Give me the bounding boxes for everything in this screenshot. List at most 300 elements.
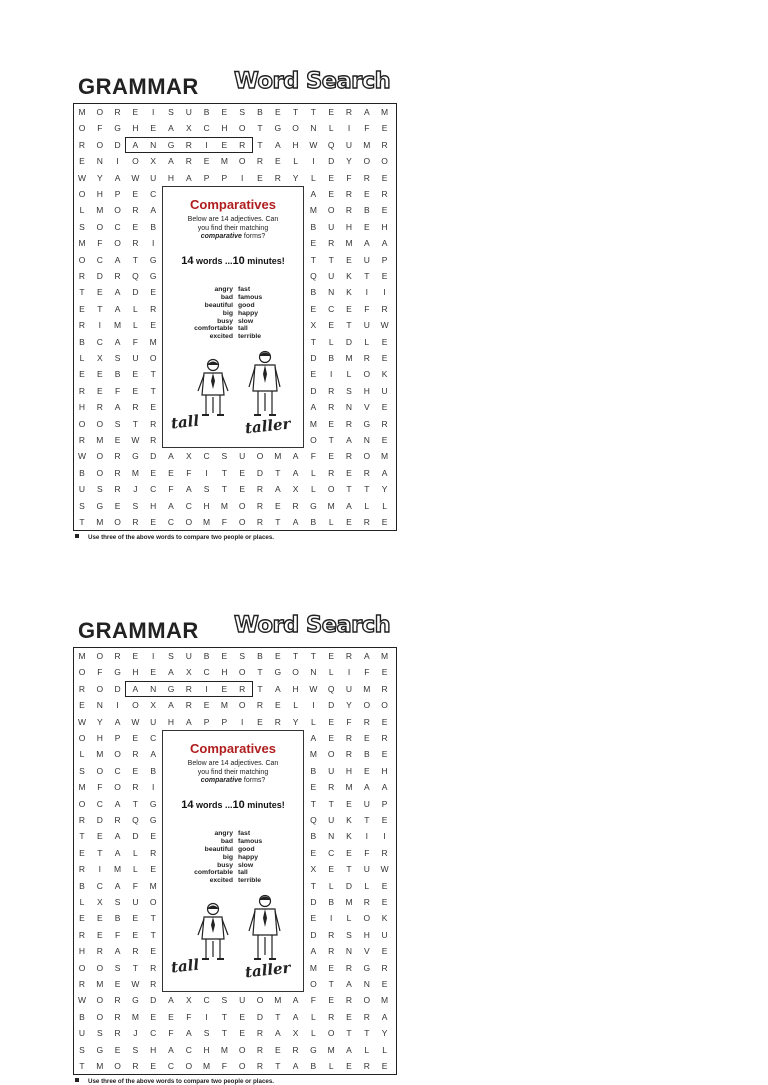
grid-letter: R — [78, 815, 86, 825]
grid-letter: R — [114, 651, 121, 661]
grid-letter: E — [79, 847, 85, 858]
adjective-row — [163, 310, 303, 318]
grid-letter: M — [78, 107, 86, 117]
grid-letter: I — [205, 1011, 208, 1022]
grid-letter: R — [78, 979, 86, 989]
grid-letter: A — [114, 831, 121, 842]
grid-letter: O — [96, 467, 104, 478]
grid-letter: I — [98, 320, 101, 331]
grid-letter: E — [221, 139, 228, 150]
panel-intro: Below are 14 adjectives. Can you find their matching comparative forms? — [187, 760, 279, 784]
grid-letter: E — [363, 189, 370, 199]
grid-letter: H — [167, 172, 175, 183]
grid-letter: C — [203, 451, 210, 462]
tall-man-figure — [247, 893, 281, 965]
grid-letter: T — [346, 1028, 352, 1039]
grid-letter: K — [381, 913, 388, 924]
grid-letter: O — [292, 123, 299, 134]
adjective-left: comfortable — [194, 869, 233, 877]
grid-letter: A — [150, 205, 157, 216]
grid-letter: B — [328, 897, 335, 907]
grid-letter: W — [380, 320, 389, 331]
worksheet — [73, 68, 397, 541]
grid-letter: L — [328, 336, 334, 347]
grid-letter: R — [256, 517, 264, 527]
grid-letter: N — [150, 139, 157, 150]
title-word-search: Word Search — [234, 612, 391, 638]
grid-letter: R — [363, 897, 370, 907]
grid-letter: E — [96, 369, 103, 380]
grid-letter: R — [345, 189, 353, 199]
grid-letter: R — [328, 929, 335, 940]
adjective-right: happy — [238, 853, 259, 861]
grid-letter: S — [239, 651, 246, 661]
grid-letter: O — [96, 451, 104, 462]
grid-letter: F — [346, 172, 352, 183]
grid-letter: A — [168, 700, 174, 711]
grid-letter: H — [150, 1044, 157, 1055]
grid-letter: H — [203, 1044, 210, 1055]
grid-letter: O — [96, 221, 104, 232]
grid-letter: E — [150, 517, 157, 527]
grid-letter: H — [96, 733, 103, 743]
grid-letter: T — [150, 385, 156, 396]
grid-letter: L — [328, 667, 334, 678]
grid-letter: E — [381, 205, 388, 216]
grid-letter: M — [274, 995, 282, 1006]
grid-letter: T — [364, 815, 370, 825]
grid-letter: D — [345, 336, 353, 347]
grid-letter: U — [328, 221, 335, 232]
grid-letter: O — [96, 765, 104, 776]
grid-letter: E — [328, 189, 335, 199]
adjective-left: bad — [220, 293, 233, 301]
grid-letter: E — [274, 651, 281, 661]
title-grammar: GRAMMAR — [78, 74, 199, 99]
grid-letter: P — [203, 716, 210, 727]
grid-letter: R — [381, 303, 388, 314]
grid-letter: C — [96, 880, 103, 891]
grid-letter: C — [114, 765, 121, 776]
grid-letter: E — [132, 385, 139, 396]
grid-letter: Q — [310, 815, 317, 825]
grid-letter: U — [185, 107, 192, 117]
grid-letter: O — [96, 962, 104, 973]
grid-letter: Y — [346, 700, 352, 711]
grid-letter: I — [347, 667, 351, 678]
grid-letter: R — [96, 402, 103, 413]
grid-letter: O — [310, 435, 317, 445]
grid-letter: E — [114, 500, 121, 511]
time-goal: 14 words ...10 minutes! — [181, 255, 285, 267]
grid-letter: T — [257, 123, 263, 134]
title-word-search: Word Search — [234, 68, 391, 94]
grid-letter: T — [257, 139, 263, 150]
grid-letter: G — [96, 1044, 104, 1055]
grid-letter: E — [239, 1011, 246, 1022]
grid-letter: L — [364, 1044, 370, 1055]
grid-letter: E — [96, 831, 103, 842]
grid-letter: R — [328, 467, 335, 478]
grid-letter: R — [328, 238, 335, 249]
grid-letter: I — [330, 369, 333, 380]
grid-letter: R — [345, 107, 353, 117]
grid-letter: R — [381, 189, 388, 199]
grid-letter: I — [365, 831, 368, 842]
grid-letter: X — [96, 353, 103, 363]
grid-letter: O — [78, 254, 86, 265]
grid-letter: S — [221, 995, 228, 1006]
grid-letter: R — [239, 683, 246, 694]
grid-letter: R — [78, 683, 86, 694]
grid-letter: F — [221, 1061, 227, 1071]
grid-letter: T — [346, 864, 352, 875]
grid-letter: C — [96, 798, 103, 809]
worksheet-copy — [73, 612, 397, 1085]
grid-letter: X — [185, 451, 192, 462]
grid-letter: O — [78, 798, 86, 809]
grid-letter: C — [328, 847, 335, 858]
grid-letter: Q — [310, 271, 317, 281]
grid-letter: A — [132, 139, 139, 150]
grid-letter: U — [363, 320, 370, 331]
grid-letter: S — [346, 385, 352, 396]
grid-letter: A — [114, 287, 121, 298]
grid-letter: R — [256, 700, 264, 711]
grid-letter: D — [310, 897, 317, 907]
grid-letter: H — [221, 123, 228, 134]
grid-letter: L — [382, 1044, 387, 1055]
grid-letter: I — [152, 107, 155, 117]
adjective-row — [163, 854, 303, 862]
grid-letter: Y — [96, 716, 103, 727]
grid-letter: E — [150, 946, 157, 957]
grid-letter: E — [221, 683, 228, 694]
grid-letter: M — [345, 782, 353, 793]
adjective-row — [163, 862, 303, 870]
grid-letter: A — [114, 946, 121, 957]
grid-letter: R — [78, 139, 86, 150]
grid-letter: R — [114, 815, 121, 825]
grid-letter: A — [274, 683, 281, 694]
grid-letter: A — [363, 238, 370, 249]
grid-letter: U — [381, 385, 388, 396]
grid-letter: T — [132, 962, 138, 973]
grid-letter: H — [96, 189, 103, 199]
grid-letter: R — [114, 1028, 121, 1039]
grid-letter: B — [114, 913, 121, 924]
grid-letter: B — [257, 651, 263, 661]
grid-letter: E — [363, 733, 370, 743]
grid-letter: E — [150, 287, 157, 298]
time-goal: 14 words ...10 minutes! — [181, 799, 285, 811]
grid-letter: T — [364, 1028, 370, 1039]
grid-letter: O — [363, 369, 371, 380]
grid-letter: R — [256, 1028, 264, 1039]
bullet-square-icon — [75, 534, 79, 538]
adjective-left: busy — [217, 317, 233, 325]
grid-letter: R — [345, 733, 353, 743]
adjective-left: angry — [214, 286, 233, 293]
grid-letter: T — [79, 1061, 85, 1071]
grid-letter: F — [310, 995, 316, 1006]
grid-letter: M — [309, 962, 317, 973]
grid-letter: U — [345, 139, 353, 150]
grid-letter: X — [96, 897, 103, 907]
grid-letter: C — [203, 667, 210, 678]
grid-letter: L — [133, 320, 138, 331]
grid-letter: E — [274, 107, 281, 117]
adjective-left: big — [222, 309, 233, 317]
grid-letter: M — [381, 995, 389, 1006]
adjective-row — [163, 846, 303, 854]
grid-letter: A — [310, 733, 317, 743]
grid-letter: I — [312, 156, 315, 167]
grid-letter: E — [239, 484, 246, 495]
grid-letter: M — [96, 1061, 104, 1071]
title-bar — [73, 68, 397, 100]
grid-letter: E — [346, 1061, 352, 1071]
grid-letter: D — [96, 815, 103, 825]
grid-letter: E — [328, 107, 335, 117]
grid-letter: A — [310, 189, 317, 199]
grid-letter: R — [345, 651, 353, 661]
grid-letter: A — [168, 500, 174, 511]
grid-letter: N — [310, 667, 317, 678]
grid-letter: A — [114, 336, 121, 347]
grid-letter: F — [186, 1011, 192, 1022]
grid-letter: X — [150, 700, 157, 711]
grid-letter: R — [292, 500, 299, 511]
grid-letter: E — [381, 815, 388, 825]
grid-letter: T — [257, 667, 263, 678]
grid-letter: R — [345, 749, 353, 760]
panel-heading: Comparatives — [190, 741, 276, 756]
grid-letter: F — [364, 303, 370, 314]
grid-letter: R — [256, 500, 264, 511]
grid-letter: F — [364, 667, 370, 678]
grid-letter: M — [381, 651, 389, 661]
grid-letter: R — [185, 139, 192, 150]
grid-letter: R — [78, 271, 86, 281]
grid-letter: O — [114, 1061, 121, 1071]
grid-letter: F — [364, 123, 370, 134]
grid-letter: N — [96, 156, 103, 167]
grid-letter: F — [346, 716, 352, 727]
adjective-right: fast — [238, 830, 251, 837]
grid-letter: A — [150, 749, 157, 760]
title-grammar: GRAMMAR — [78, 618, 199, 643]
grid-letter: N — [310, 123, 317, 134]
grid-letter: F — [132, 336, 138, 347]
grid-letter: U — [328, 765, 335, 776]
grid-letter: E — [96, 929, 103, 940]
grid-letter: E — [239, 1028, 246, 1039]
grid-letter: R — [132, 1061, 139, 1071]
grid-letter: O — [114, 782, 121, 793]
grid-letter: W — [309, 139, 318, 150]
grid-letter: W — [131, 716, 140, 727]
grid-letter: R — [78, 385, 86, 396]
grid-letter: A — [346, 979, 352, 989]
grid-letter: A — [114, 402, 121, 413]
grid-letter: R — [328, 1011, 335, 1022]
grid-letter: H — [78, 402, 86, 413]
grid-letter: R — [114, 107, 121, 117]
grid-letter: M — [363, 683, 371, 694]
grid-letter: B — [79, 1011, 85, 1022]
grid-letter: A — [381, 782, 388, 793]
adjective-row — [163, 830, 303, 838]
grid-letter: M — [114, 864, 122, 875]
adjective-right: slow — [238, 861, 254, 869]
grid-letter: A — [168, 451, 174, 462]
grid-letter: R — [328, 946, 335, 957]
grid-letter: R — [363, 353, 370, 363]
grid-letter: R — [185, 683, 192, 694]
grid-letter: T — [310, 798, 316, 809]
grid-letter: M — [96, 517, 104, 527]
grid-letter: C — [150, 1028, 157, 1039]
grid-letter: K — [346, 271, 352, 281]
adjective-right: famous — [238, 837, 263, 845]
grid-letter: E — [132, 929, 139, 940]
grid-letter: M — [78, 782, 86, 793]
grid-letter: R — [256, 1061, 264, 1071]
grid-letter: O — [327, 749, 335, 760]
grid-letter: D — [114, 139, 121, 150]
grid-letter: T — [275, 1061, 281, 1071]
grid-letter: G — [149, 271, 157, 281]
grid-letter: E — [150, 1011, 157, 1022]
label-taller: taller — [244, 958, 292, 982]
grid-letter: R — [114, 467, 121, 478]
grid-letter: O — [363, 700, 371, 711]
grid-letter: M — [131, 467, 139, 478]
grid-letter: H — [150, 500, 157, 511]
short-man-figure — [196, 901, 230, 965]
grid-letter: M — [327, 500, 335, 511]
grid-letter: E — [132, 221, 139, 232]
label-taller: taller — [244, 414, 292, 438]
grid-letter: O — [185, 1061, 193, 1071]
grid-letter: A — [185, 172, 192, 183]
grid-letter: O — [149, 897, 157, 907]
grid-letter: O — [238, 500, 246, 511]
grid-letter: S — [114, 962, 121, 973]
grid-letter: C — [167, 1061, 175, 1071]
grid-letter: T — [328, 435, 334, 445]
grid-letter: E — [114, 979, 121, 989]
grid-letter: L — [133, 864, 138, 875]
grid-letter: Y — [96, 172, 103, 183]
adjective-right: tall — [238, 869, 248, 877]
grid-letter: E — [150, 1061, 157, 1071]
grid-letter: A — [185, 1028, 192, 1039]
grid-letter: A — [292, 451, 299, 462]
grid-letter: R — [132, 205, 139, 216]
grid-letter: O — [96, 995, 104, 1006]
grid-letter: E — [168, 467, 174, 478]
grid-letter: J — [133, 484, 138, 495]
grid-letter: N — [150, 683, 157, 694]
adjective-row — [163, 877, 303, 885]
letter-grid — [73, 103, 397, 531]
grid-letter: C — [96, 336, 103, 347]
grid-letter: R — [328, 782, 335, 793]
grid-letter: E — [114, 435, 121, 445]
adjective-row — [163, 302, 303, 310]
grid-letter: O — [96, 651, 104, 661]
grid-letter: E — [132, 913, 139, 924]
grid-letter: D — [256, 467, 264, 478]
grid-letter: L — [328, 880, 334, 891]
grid-letter: T — [310, 254, 316, 265]
grid-letter: O — [238, 1061, 246, 1071]
grid-letter: T — [257, 683, 263, 694]
grid-letter: L — [364, 500, 370, 511]
panel-heading: Comparatives — [190, 197, 276, 212]
grid-letter: H — [381, 765, 388, 776]
grid-letter: T — [221, 467, 227, 478]
grid-letter: R — [78, 435, 86, 445]
grid-letter: R — [381, 139, 388, 150]
grid-letter: X — [310, 864, 317, 875]
grid-letter: A — [185, 716, 192, 727]
grid-letter: C — [150, 733, 157, 743]
grid-letter: U — [239, 451, 246, 462]
grid-letter: U — [132, 897, 139, 907]
grid-letter: I — [116, 156, 119, 167]
grid-letter: E — [328, 418, 335, 429]
grid-letter: E — [363, 221, 370, 232]
grid-letter: Q — [327, 139, 335, 150]
grid-letter: F — [310, 451, 316, 462]
grid-letter: E — [346, 847, 352, 858]
grid-letter: G — [149, 798, 157, 809]
grid-letter: F — [221, 517, 227, 527]
grid-letter: T — [221, 1028, 227, 1039]
grid-letter: E — [221, 107, 228, 117]
grid-letter: R — [132, 402, 139, 413]
grid-letter: S — [132, 500, 139, 511]
grid-letter: K — [346, 815, 352, 825]
grid-letter: O — [363, 156, 371, 167]
grid-letter: E — [381, 897, 388, 907]
grid-letter: T — [79, 831, 85, 842]
grid-letter: Q — [132, 271, 139, 281]
grid-letter: R — [132, 517, 139, 527]
grid-letter: A — [274, 139, 281, 150]
grid-letter: P — [203, 172, 210, 183]
grid-letter: E — [79, 913, 85, 924]
grid-letter: F — [364, 847, 370, 858]
grid-letter: E — [274, 700, 281, 711]
grid-letter: L — [293, 700, 298, 711]
grid-letter: X — [185, 667, 192, 678]
grid-letter: O — [238, 123, 246, 134]
grid-letter: L — [79, 749, 85, 760]
grid-letter: A — [292, 995, 299, 1006]
grid-letter: D — [150, 995, 157, 1006]
grid-letter: A — [292, 517, 299, 527]
grid-letter: A — [168, 123, 174, 134]
grid-letter: E — [381, 172, 388, 183]
grid-letter: E — [381, 946, 388, 957]
grid-letter: J — [133, 1028, 138, 1039]
grid-letter: F — [114, 929, 121, 940]
grid-letter: O — [363, 913, 371, 924]
